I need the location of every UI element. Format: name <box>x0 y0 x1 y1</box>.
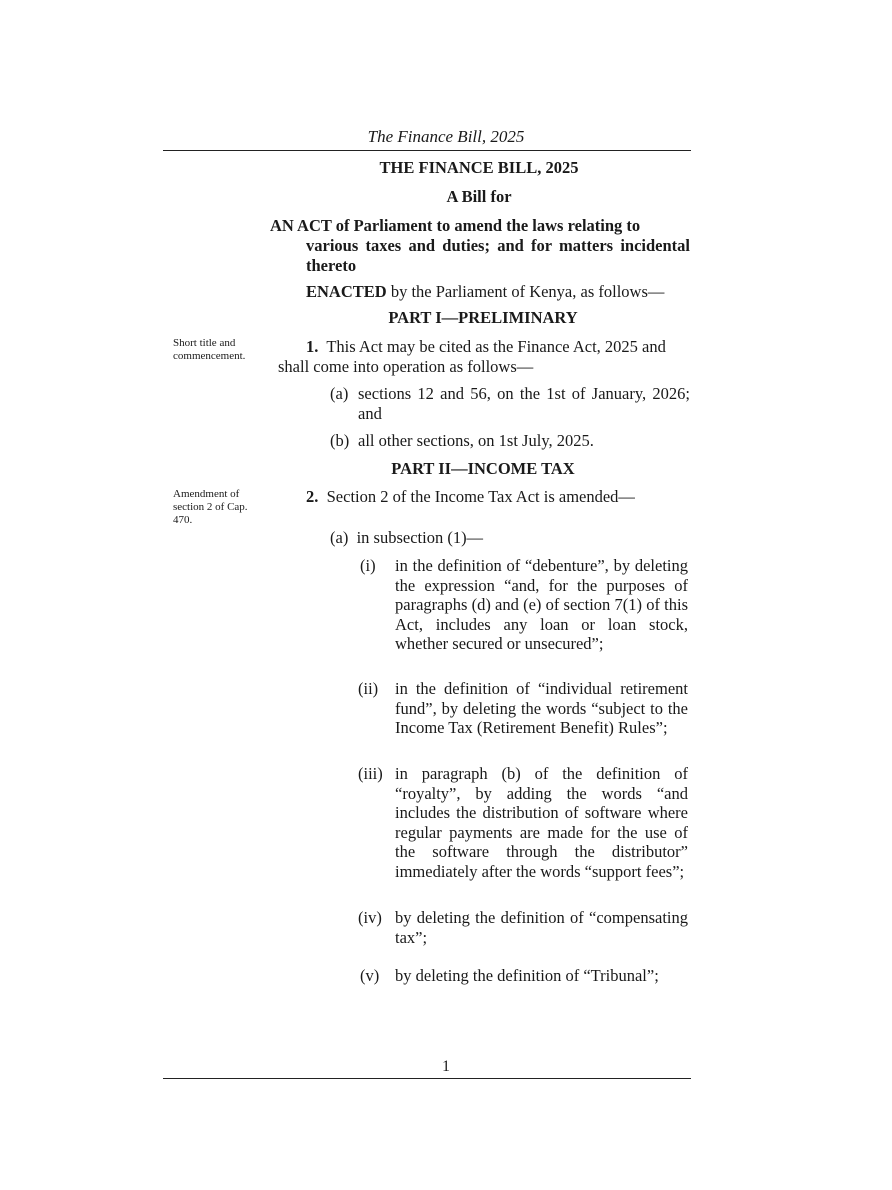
item-text: by deleting the definition of “Tribunal”; <box>395 966 659 985</box>
header-rule <box>163 150 691 151</box>
item-text: in the definition of “individual retirement fund”, by deleting the words “subject to the Income Tax (Retirement Benefit) Rules”; <box>395 679 688 737</box>
list-item <box>358 966 688 986</box>
section-2-text: Section 2 of the Income Tax Act is amended— <box>326 487 635 506</box>
list-item <box>330 384 690 423</box>
list-item <box>358 556 688 654</box>
item-label: (ii) <box>358 679 379 698</box>
paragraph-a <box>330 528 483 548</box>
part1-heading: PART I—PRELIMINARY <box>388 308 578 327</box>
section-1-text-cont: shall come into operation as follows— <box>278 356 534 376</box>
item-label: (b) <box>330 431 350 450</box>
long-title-lead: AN ACT of Parliament to amend the laws relating to <box>270 216 641 235</box>
item-text: by deleting the definition of “compensating tax”; <box>395 908 688 947</box>
enacting-lead: ENACTED <box>306 282 387 301</box>
item-text: in the definition of “debenture”, by deleting the expression “and, for the purposes of paragraphs (d) and (e) of section 7(1) of this Act, includes any loan or loan stock, whether secured or unsecured”; <box>395 556 688 653</box>
list-item <box>358 908 688 947</box>
margin-note-short-title: Short title and commencement. <box>173 337 246 362</box>
item-label: (i) <box>360 556 376 575</box>
list-item <box>330 431 690 451</box>
part2-heading: PART II—INCOME TAX <box>391 459 575 478</box>
item-text: all other sections, on 1st July, 2025. <box>358 431 594 450</box>
list-item <box>358 679 688 738</box>
page-number: 1 <box>442 1058 450 1075</box>
paragraph-a-text: in subsection (1)— <box>356 528 484 547</box>
item-label: (a) <box>330 384 349 403</box>
section-2-number: 2. <box>306 487 319 506</box>
list-item <box>358 764 688 881</box>
item-text: sections 12 and 56, on the 1st of January, 2026; and <box>358 384 690 423</box>
bill-title: THE FINANCE BILL, 2025 <box>379 158 579 177</box>
section-1-number: 1. <box>306 337 319 356</box>
running-title: The Finance Bill, 2025 <box>367 127 525 146</box>
section-1 <box>278 337 688 376</box>
paragraph-a-label: (a) <box>330 528 349 547</box>
long-title-rest: various taxes and duties; and for matters incidental thereto <box>306 236 690 275</box>
bill-subtitle: A Bill for <box>446 187 512 206</box>
enacting-formula <box>306 282 664 302</box>
margin-note-amendment: Amendment of section 2 of Cap. 470. <box>173 488 248 526</box>
item-label: (v) <box>360 966 380 985</box>
item-label: (iii) <box>358 764 383 783</box>
section-1-text-first: This Act may be cited as the Finance Act, 2025 and <box>326 337 666 356</box>
section-2 <box>306 487 635 507</box>
item-label: (iv) <box>358 908 382 927</box>
item-text: in paragraph (b) of the definition of “royalty”, by adding the words “and includes the distribution of software where regular payments are made for the use of the software through the distributor” immediately after the words “support fees”; <box>395 764 688 881</box>
footer-rule <box>163 1078 691 1079</box>
long-title <box>270 216 690 276</box>
enacting-rest: by the Parliament of Kenya, as follows— <box>386 282 665 301</box>
